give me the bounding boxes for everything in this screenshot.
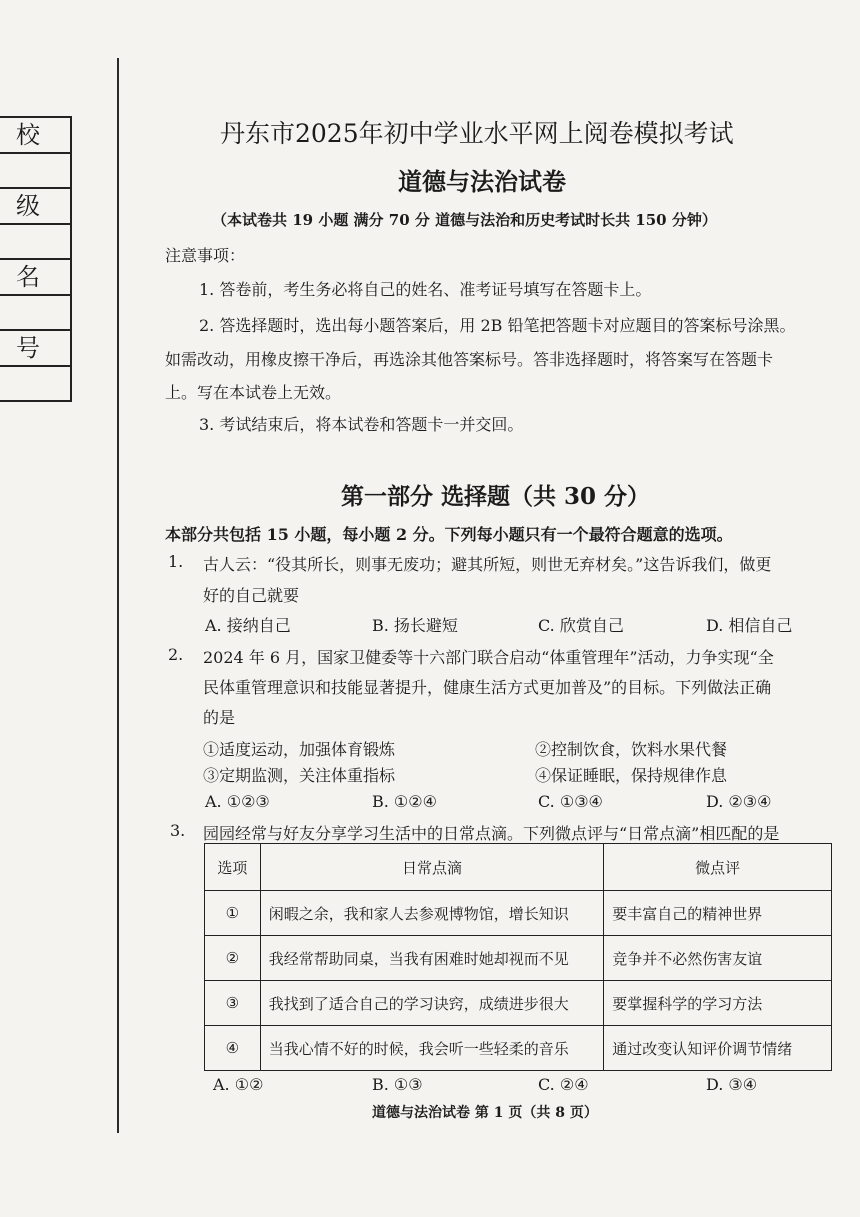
section-instruction: 本部分共包括 15 小题，每小题 2 分。下列每小题只有一个最符合题意的选项。 (165, 525, 733, 544)
row-daily: 我经常帮助同桌，当我有困难时她却视而不见 (260, 936, 603, 981)
q3-number: 3. (170, 821, 186, 840)
notice-heading: 注意事项： (165, 246, 246, 265)
notice-item-2c: 上。写在本试卷上无效。 (165, 383, 342, 402)
row-comment: 通过改变认知评价调节情绪 (604, 1026, 832, 1071)
table-header-option: 选项 (205, 844, 261, 891)
q2-stem-line2: 民体重管理意识和技能显著提升，健康生活方式更加普及”的目标。下列做法正确 (203, 678, 772, 697)
row-comment: 要丰富自己的精神世界 (604, 891, 832, 936)
q2-stem-line3: 的是 (203, 708, 236, 727)
name-label: 名 (0, 260, 70, 296)
q3-option-c: C. ②④ (538, 1075, 589, 1094)
row-number: ② (205, 936, 261, 981)
q1-stem-line1: 古人云：“役其所长，则事无废功；避其所短，则世无弃材矣。”这告诉我们，做更 (203, 555, 772, 574)
notice-item-3: 3. 考试结束后，将本试卷和答题卡一并交回。 (199, 415, 524, 434)
row-daily: 我找到了适合自己的学习诀窍，成绩进步很大 (260, 981, 603, 1026)
row-daily: 当我心情不好的时候，我会听一些轻柔的音乐 (260, 1026, 603, 1071)
q2-number: 2. (168, 645, 184, 664)
q1-option-a: A. 接纳自己 (205, 616, 291, 635)
q1-option-c: C. 欣赏自己 (538, 616, 624, 635)
q2-option-c: C. ①③④ (538, 792, 603, 811)
q3-table (204, 843, 832, 1071)
q3-option-a: A. ①② (213, 1075, 264, 1094)
exam-title: 丹东市2025年初中学业水平网上阅卷模拟考试 (220, 119, 734, 148)
subject-title: 道德与法治试卷 (398, 167, 566, 196)
q2-statement-4: ④保证睡眠，保持规律作息 (535, 766, 728, 785)
q3-option-d: D. ③④ (706, 1075, 758, 1094)
table-row (205, 891, 832, 936)
q2-statement-1: ①适度运动，加强体育锻炼 (203, 740, 396, 759)
row-comment: 要掌握科学的学习方法 (604, 981, 832, 1026)
notice-item-2a: 2. 答选择题时，选出每小题答案后，用 2B 铅笔把答题卡对应题目的答案标号涂黑。 (199, 316, 796, 335)
page-footer: 道德与法治试卷 第 1 页（共 8 页） (372, 1105, 598, 1121)
table-row (205, 1026, 832, 1071)
q1-stem-line2: 好的自己就要 (203, 586, 300, 605)
number-label: 号 (0, 331, 70, 367)
q2-statement-3: ③定期监测，关注体重指标 (203, 766, 396, 785)
q2-stem-line1: 2024 年 6 月，国家卫健委等十六部门联合启动“体重管理年”活动，力争实现“全 (203, 648, 774, 667)
q2-option-a: A. ①②③ (205, 792, 270, 811)
grade-label: 级 (0, 189, 70, 225)
binding-line (117, 58, 119, 1133)
q2-statement-2: ②控制饮食，饮料水果代餐 (535, 740, 728, 759)
binding-info-box (0, 116, 72, 402)
notice-item-1: 1. 答卷前，考生务必将自己的姓名、准考证号填写在答题卡上。 (199, 280, 652, 299)
q1-option-b: B. 扬长避短 (372, 616, 458, 635)
table-header-comment: 微点评 (604, 844, 832, 891)
q2-option-b: B. ①②④ (372, 792, 437, 811)
row-daily: 闲暇之余，我和家人去参观博物馆，增长知识 (260, 891, 603, 936)
q3-option-b: B. ①③ (372, 1075, 423, 1094)
notice-item-2b: 如需改动，用橡皮擦干净后，再选涂其他答案标号。答非选择题时，将答案写在答题卡 (165, 350, 774, 369)
exam-note: （本试卷共 19 小题 满分 70 分 道德与法治和历史考试时长共 150 分钟） (212, 211, 717, 229)
row-comment: 竞争并不必然伤害友谊 (604, 936, 832, 981)
q3-stem: 园园经常与好友分享学习生活中的日常点滴。下列微点评与“日常点滴”相匹配的是 (203, 824, 780, 843)
row-number: ① (205, 891, 261, 936)
row-number: ③ (205, 981, 261, 1026)
school-label: 校 (0, 118, 70, 154)
table-row (205, 981, 832, 1026)
row-number: ④ (205, 1026, 261, 1071)
table-header-row (205, 844, 832, 891)
q2-option-d: D. ②③④ (706, 792, 772, 811)
q1-number: 1. (168, 552, 184, 571)
section-title: 第一部分 选择题（共 30 分） (341, 483, 651, 510)
table-header-daily: 日常点滴 (260, 844, 603, 891)
table-row (205, 936, 832, 981)
q1-option-d: D. 相信自己 (706, 616, 793, 635)
